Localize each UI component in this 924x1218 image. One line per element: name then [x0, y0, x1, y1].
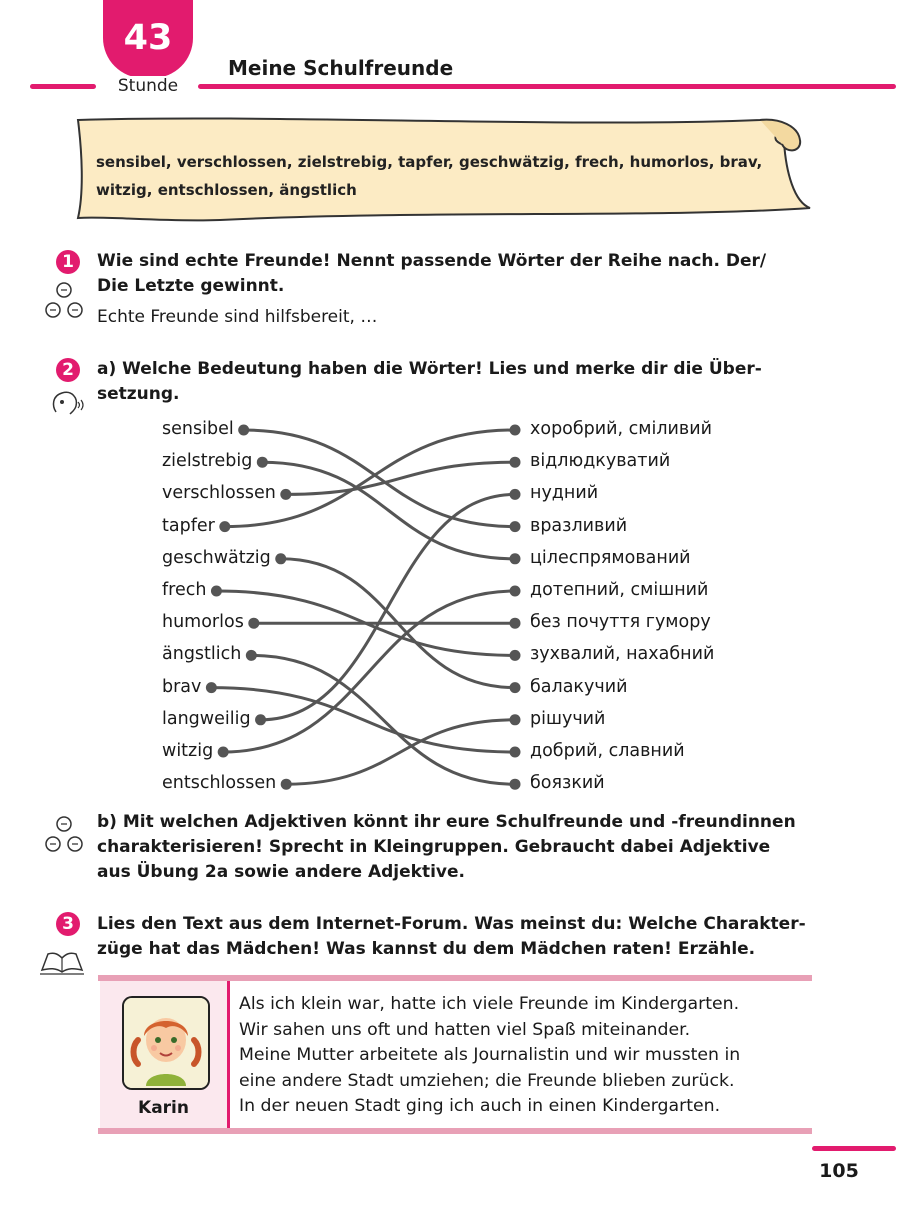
match-dot [257, 457, 268, 468]
match-dot [510, 650, 521, 661]
match-dot [510, 779, 521, 790]
right-word: без почуття гумору [530, 612, 711, 633]
right-word: дотепний, смішний [530, 580, 709, 600]
lesson-number: 43 [123, 18, 173, 58]
match-dot [510, 425, 521, 436]
forum-line: Meine Mutter arbeitete als Journalistin und wir mussten in [239, 1045, 741, 1065]
right-word: рішучий [530, 708, 606, 729]
match-dot [510, 682, 521, 693]
match-dot [280, 489, 291, 500]
left-word: verschlossen [162, 483, 276, 504]
task3-line: züge hat das Mädchen! Was kannst du dem Mädchen raten! Erzähle. [97, 939, 756, 959]
right-word: зухвалий, нахабний [530, 644, 715, 665]
right-word: нудний [530, 483, 599, 504]
match-dot [510, 489, 521, 500]
forum-bottom-rule [98, 1128, 812, 1134]
lesson-word: Stunde [103, 76, 193, 96]
match-line [262, 462, 515, 559]
match-dot [218, 747, 229, 758]
match-dot [255, 714, 266, 725]
match-line [223, 591, 515, 752]
left-word: ängstlich [162, 644, 242, 665]
right-word: боязкий [530, 773, 605, 794]
right-word: цілеспрямований [530, 547, 691, 568]
avatar [122, 996, 210, 1090]
match-dot [219, 521, 230, 532]
left-word: witzig [162, 741, 214, 761]
match-dot [211, 586, 222, 597]
task1-example: Echte Freunde sind hilfsbereit, … [97, 307, 378, 327]
right-word: відлюдкуватий [530, 451, 671, 472]
forum-line: Wir sahen uns oft und hatten viel Spaß miteinander. [239, 1019, 691, 1040]
girl-avatar-icon [124, 998, 208, 1088]
vocabulary-line: sensibel, verschlossen, zielstrebig, tapfer, geschwätzig, frech, humorlos, brav, [96, 153, 763, 171]
task3-line: Lies den Text aus dem Internet-Forum. Was meinst du: Welche Charakter- [97, 914, 806, 934]
left-word: langweilig [162, 708, 251, 729]
left-word: geschwätzig [162, 547, 271, 568]
task2b-line: charakterisieren! Sprecht in Kleingruppen. Gebraucht dabei Adjektive [97, 837, 771, 857]
right-word: добрий, славний [530, 741, 685, 761]
forum-divider [227, 981, 230, 1128]
match-dot [281, 779, 292, 790]
match-line [225, 430, 515, 527]
task2b-instruction [97, 810, 811, 885]
match-line [244, 430, 515, 527]
match-line [286, 462, 515, 494]
forum-line: In der neuen Stadt ging ich auch in einen Kindergarten. [239, 1096, 721, 1116]
match-line [261, 494, 515, 719]
page-number: 105 [819, 1160, 859, 1182]
task2a-line: setzung. [97, 384, 180, 404]
left-word: zielstrebig [162, 451, 253, 472]
task1-line: Die Letzte gewinnt. [97, 276, 285, 296]
task-number-1: 1 [56, 250, 80, 274]
match-dot [248, 618, 259, 629]
left-word: brav [162, 676, 202, 697]
match-dot [510, 457, 521, 468]
match-line [251, 655, 515, 784]
right-word: балакучий [530, 676, 628, 697]
left-word: sensibel [162, 419, 234, 439]
left-word: tapfer [162, 515, 215, 536]
match-dot [510, 714, 521, 725]
forum-post-text [239, 992, 801, 1120]
forum-line: eine andere Stadt umziehen; die Freunde blieben zurück. [239, 1070, 735, 1091]
footer-rule [812, 1146, 896, 1151]
left-word: frech [162, 580, 207, 600]
open-book-icon [38, 946, 86, 976]
task2b-line: b) Mit welchen Adjektiven könnt ihr eure Schulfreunde und -freundinnen [97, 812, 796, 832]
vocabulary-line: witzig, entschlossen, ängstlich [96, 181, 357, 199]
right-word: хоробрий, сміливий [530, 419, 712, 439]
left-word: humorlos [162, 612, 244, 633]
match-dot [510, 521, 521, 532]
left-word: entschlossen [162, 773, 277, 794]
task1-line: Wie sind echte Freunde! Nennt passende Wörter der Reihe nach. Der/ [97, 251, 767, 271]
page-title: Meine Schulfreunde [228, 56, 454, 80]
match-dot [275, 553, 286, 564]
match-dot [510, 586, 521, 597]
forum-line: Als ich klein war, hatte ich viele Freunde im Kindergarten. [239, 994, 740, 1014]
task2b-line: aus Übung 2a sowie andere Adjektive. [97, 862, 465, 882]
match-dot [246, 650, 257, 661]
match-dot [206, 682, 217, 693]
right-word: вразливий [530, 515, 628, 536]
match-dot [510, 618, 521, 629]
match-dot [238, 425, 249, 436]
task3-instruction [97, 912, 811, 962]
task-number-2: 2 [56, 358, 80, 382]
forum-author-name: Karin [138, 1098, 189, 1118]
task-number-3: 3 [56, 912, 80, 936]
match-dot [510, 553, 521, 564]
match-dot [510, 747, 521, 758]
task2a-line: a) Welche Bedeutung haben die Wörter! Lies und merke dir die Über- [97, 359, 762, 379]
pair-talking-icon [44, 814, 84, 854]
